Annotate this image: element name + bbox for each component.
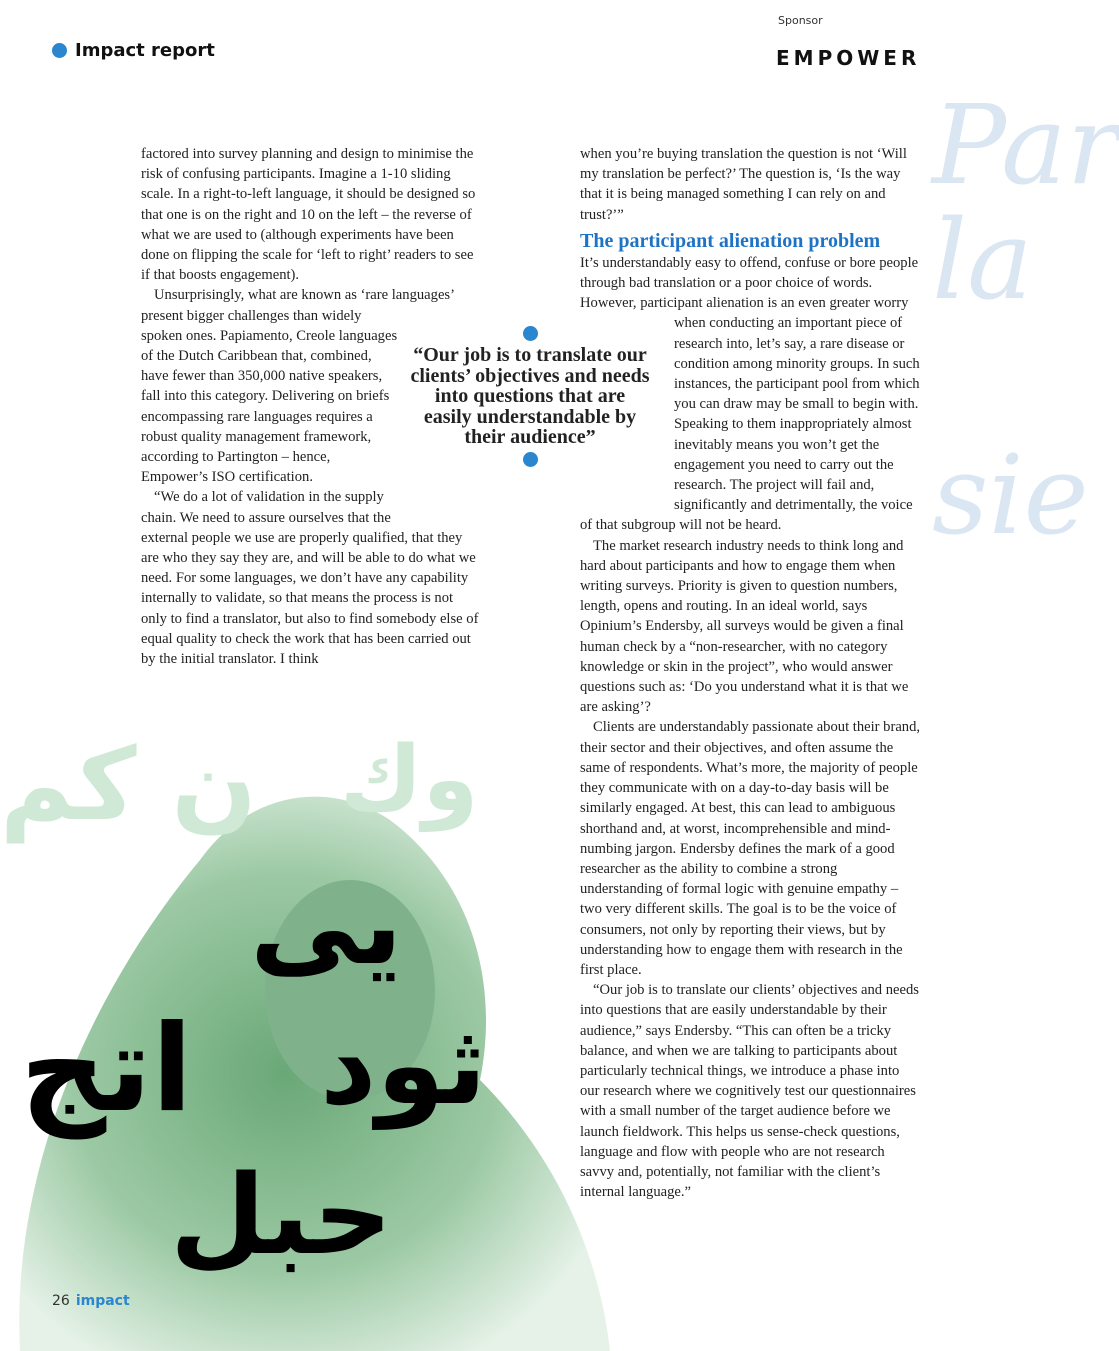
sponsor-label: Sponsor (778, 14, 823, 27)
decorative-arabic: ثود (320, 1001, 487, 1129)
bullet-dot-icon (52, 43, 67, 58)
decorative-script: la (932, 196, 1033, 324)
body-paragraph: “Our job is to translate our clients’ objectives and needs into questions that are easily understandable by their audience,” says Endersby. “This can often be a tricky balance, and when we are talking to participants about particularly technical things, we introduce a phase into our research where we cognitively test our questionnaires with a small number of the target audience before we launch fieldwork. This helps us sense-check questions, language and flow with people who are not research savvy and, potentially, not familiar with the client’s internal language.” (580, 982, 919, 1201)
section-heading: The participant alienation problem (580, 229, 881, 252)
pull-quote-text: “Our job is to translate our clients’ objectives and needs into questions that are easily understandable by their audience” (410, 344, 650, 448)
page-footer (52, 1293, 130, 1309)
decorative-script: sie (932, 431, 1089, 559)
magazine-name: impact (75, 1293, 130, 1309)
body-paragraph: Clients are understandably passionate about their brand, their sector and their objectives, and often assume the same of respondents. What’s more, the majority of people they communicate with on a day-to-day basis will be similarly engaged. At best, this can lead to ambiguous shorthand and, at worst, incomprehensible and mind-numbing jargon. Endersby defines the mark of a good researcher as the ability to combine a strong understanding of formal logic with genuine empathy – two very different skills. The goal is to be the voice of consumers, not only by reporting their views, but by understanding how to engage them with research in the first place. (580, 719, 921, 978)
section-header (52, 40, 215, 61)
decorative-arabic: حبل (170, 1151, 393, 1279)
section-title: Impact report (75, 40, 215, 61)
sponsor-logo: EMPOWER (776, 46, 921, 70)
body-paragraph: The market research industry needs to think long and hard about participants and how to engage them when writing surveys. Priority is given to question numbers, length, opens and routing. In an ideal world, says Opinium’s Endersby, all surveys would be given a final human check by a “non-researcher, with no category knowledge or skin in the project”, who would answer questions such as: ‘Do you understand what it is that we are asking’? (580, 537, 909, 716)
decorative-arabic: وك (340, 727, 479, 832)
quote-dot-icon (523, 452, 538, 467)
page-number: 26 (52, 1293, 70, 1309)
quote-dot-icon (523, 326, 538, 341)
decorative-arabic: يى (250, 861, 403, 989)
body-paragraph: It’s understandably easy to offend, confuse or bore people through bad translation or a poor choice of words. However, participant alienation is an even greater worry when conducting an important piece of research into, let’s say, a rare disease or condition among minority groups. In such instances, the participant pool from which you can draw may be small to begin with. Speaking to them inappropriately almost inevitably means you won’t get the engagement you need to carry out the research. The project will fail and, significantly and detrimentally, the voice of that subgroup will not be heard. (580, 254, 920, 534)
body-paragraph: “We do a lot of validation in the supply chain. We need to assure ourselves that the external people we use are properly qualified, that they are who they say they are, and will be able to do what we need. For some languages, we don’t have any capability internally to validate, so that means the process is not only to find a translator, but also to find somebody else of equal quality to check the work that has been carried out by the initial translator. I think (141, 489, 479, 668)
body-paragraph: Unsurprisingly, what are known as ‘rare languages’ present bigger challenges than widely spoken ones. Papiamento, Creole languages of the Dutch Caribbean that, combined, have fewer than 350,000 native speakers, fall into this category. Delivering on briefs encompassing rare languages requires a robust quality management framework, according to Partington – hence, Empower’s ISO certification. (141, 287, 454, 486)
right-column (580, 144, 922, 1202)
decorative-script: Par (932, 81, 1119, 209)
body-paragraph: when you’re buying translation the question is not ‘Will my translation be perfect?’ The question is, ‘Is the way that it is being managed something I can rely on and trust?’” (580, 146, 907, 223)
body-paragraph: factored into survey planning and design to minimise the risk of confusing participants. Imagine a 1-10 sliding scale. In a right-to-left language, it should be designed so that one is on the right and 10 on the left – the reverse of what we are used to (although experiments have been done on flipping the scale for ‘left to right’ readers to see if that boosts engagement). (141, 146, 476, 284)
decorative-arabic: ن كم (0, 726, 257, 843)
decorative-arabic: اتج (20, 1000, 193, 1139)
